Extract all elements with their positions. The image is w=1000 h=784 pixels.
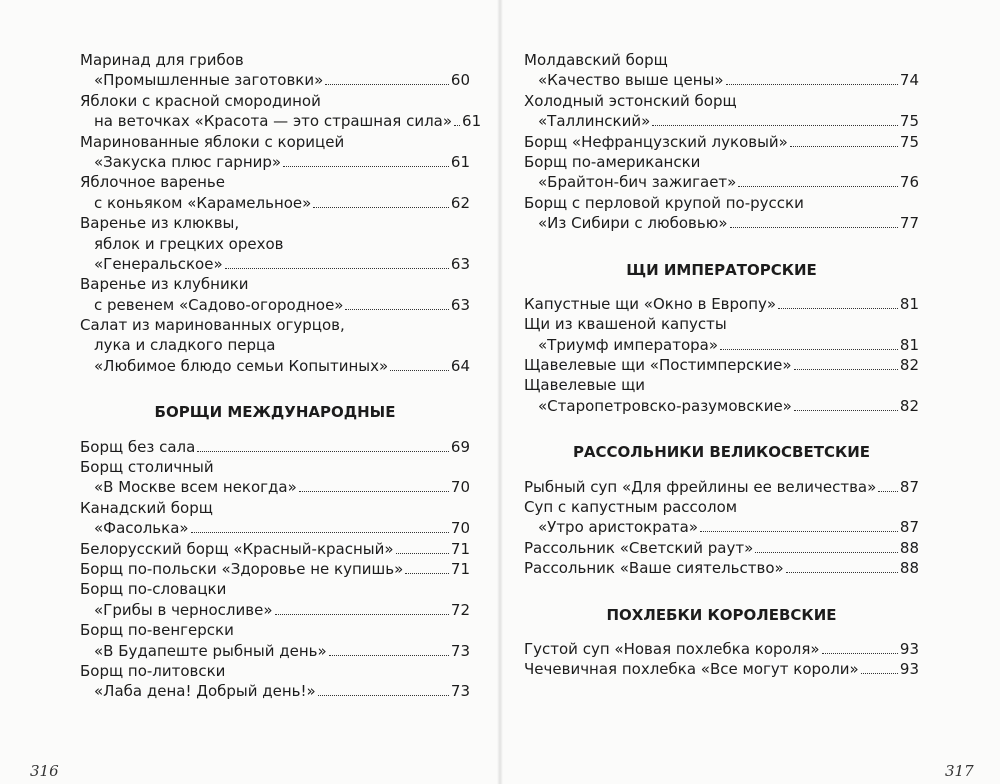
page-number-right: 317 <box>945 762 974 780</box>
toc-page-number: 82 <box>899 396 919 415</box>
toc-entry[interactable] <box>80 356 470 376</box>
book-spine <box>497 0 503 784</box>
toc-entry-title-line: Борщ по-литовски <box>80 661 226 680</box>
dot-leader <box>652 125 898 126</box>
dot-leader <box>197 451 449 452</box>
toc-entry-title-line: Щи из квашеной капусты <box>524 315 727 334</box>
toc-entry-title: Рыбный суп «Для фрейлины ее величества» <box>524 477 877 496</box>
dot-leader <box>822 653 898 654</box>
toc-page-number: 63 <box>450 295 470 314</box>
toc-entry-title-line: Борщ по-венгерски <box>80 621 234 640</box>
toc-entry-title-line: яблок и грецких орехов <box>94 234 284 253</box>
toc-entry-title: «Брайтон-бич зажигает» <box>538 173 737 192</box>
toc-entry[interactable] <box>80 254 470 274</box>
toc-entry-title: «Любимое блюдо семьи Копытиных» <box>94 356 389 375</box>
toc-entry-title-line: Борщ столичный <box>80 458 214 477</box>
toc-entry[interactable] <box>80 295 470 315</box>
toc-entry[interactable] <box>524 639 919 659</box>
toc-entry-title-line: Борщ с перловой крупой по-русски <box>524 193 804 212</box>
dot-leader <box>313 207 449 208</box>
pokhlebki-toc-list <box>524 639 919 680</box>
toc-entry-title-line: Щавелевые щи <box>524 376 646 395</box>
toc-entry[interactable] <box>524 517 919 537</box>
toc-entry-title-line: Яблоки с красной смородиной <box>80 91 321 110</box>
toc-entry-title: «Из Сибири с любовью» <box>538 214 728 233</box>
dot-leader <box>454 125 460 126</box>
toc-entry-title: «Таллинский» <box>538 112 651 131</box>
dot-leader <box>318 695 449 696</box>
toc-entry-title-line: Варенье из клюквы, <box>80 214 240 233</box>
dot-leader <box>225 268 449 269</box>
toc-page-number: 81 <box>899 335 919 354</box>
toc-entry-title: «Лаба дена! Добрый день!» <box>94 682 316 701</box>
dot-leader <box>794 369 898 370</box>
toc-entry-title: «Промышленные заготовки» <box>94 71 324 90</box>
toc-entry[interactable] <box>524 70 919 90</box>
dot-leader <box>786 572 898 573</box>
toc-entry[interactable] <box>80 559 470 579</box>
toc-entry-title: «Качество выше цены» <box>538 71 724 90</box>
dot-leader <box>700 531 898 532</box>
toc-entry[interactable] <box>524 172 919 192</box>
toc-entry-title: Густой суп «Новая похлебка короля» <box>524 639 820 658</box>
toc-page-number: 71 <box>450 539 470 558</box>
toc-entry-title-line: Яблочное варенье <box>80 173 225 192</box>
toc-page-number: 87 <box>899 518 919 537</box>
section-title-borshchi: БОРЩИ МЕЖДУНАРОДНЫЕ <box>154 403 396 422</box>
toc-entry[interactable] <box>524 111 919 131</box>
page-number-left: 316 <box>30 762 59 780</box>
toc-page-number: 82 <box>899 356 919 375</box>
section-title-shchi: ЩИ ИМПЕРАТОРСКИЕ <box>626 260 817 279</box>
toc-page-number: 77 <box>899 214 919 233</box>
toc-entry-title-line: Холодный эстонский борщ <box>524 91 737 110</box>
dot-leader <box>730 227 898 228</box>
toc-entry-title: Рассольник «Ваше сиятельство» <box>524 559 784 578</box>
dot-leader <box>790 146 898 147</box>
dot-leader <box>345 309 448 310</box>
shchi-toc-list <box>524 294 919 416</box>
toc-entry[interactable] <box>80 681 470 701</box>
toc-entry-title: Борщ «Нефранцузский луковый» <box>524 132 788 151</box>
dot-leader <box>861 673 898 674</box>
toc-entry[interactable] <box>524 355 919 375</box>
toc-page-number: 75 <box>899 112 919 131</box>
toc-page-number: 73 <box>450 682 470 701</box>
toc-entry-title: «Генеральское» <box>94 254 223 273</box>
rassolniki-toc-list <box>524 477 919 579</box>
toc-entry-title: «Триумф императора» <box>538 335 719 354</box>
section-title-pokhlebki: ПОХЛЕБКИ КОРОЛЕВСКИЕ <box>606 605 837 624</box>
right-page <box>524 50 919 680</box>
toc-entry[interactable] <box>524 558 919 578</box>
toc-page-number: 72 <box>450 600 470 619</box>
toc-entry-title: Борщ по-польски «Здоровье не купишь» <box>80 559 404 578</box>
left-toc-list <box>80 50 482 376</box>
toc-entry-title: «В Москве всем некогда» <box>94 478 297 497</box>
toc-entry-title: «Утро аристократа» <box>538 518 699 537</box>
dot-leader <box>878 491 898 492</box>
toc-page-number: 88 <box>899 538 919 557</box>
dot-leader <box>405 573 449 574</box>
dot-leader <box>275 614 449 615</box>
toc-page-number: 87 <box>899 477 919 496</box>
section-title-rassolniki: РАССОЛЬНИКИ ВЕЛИКОСВЕТСКИЕ <box>572 443 871 462</box>
toc-entry[interactable] <box>524 132 919 152</box>
toc-entry-title-line: Борщ по-американски <box>524 152 701 171</box>
dot-leader <box>390 370 449 371</box>
toc-entry[interactable] <box>524 477 919 497</box>
dot-leader <box>191 532 449 533</box>
toc-entry[interactable] <box>80 111 482 131</box>
toc-entry-title-line: Варенье из клубники <box>80 275 249 294</box>
toc-page-number: 81 <box>899 294 919 313</box>
toc-page-number: 63 <box>450 254 470 273</box>
toc-entry-title: «Грибы в черносливе» <box>94 600 273 619</box>
toc-entry-title-line: Маринованные яблоки с корицей <box>80 132 345 151</box>
toc-entry[interactable] <box>80 477 470 497</box>
toc-entry-title-line: Салат из маринованных огурцов, <box>80 316 345 335</box>
toc-entry[interactable] <box>524 213 919 233</box>
toc-page-number: 93 <box>899 660 919 679</box>
toc-page-number: 60 <box>450 71 470 90</box>
toc-entry[interactable] <box>524 659 919 679</box>
toc-page-number: 93 <box>899 639 919 658</box>
dot-leader <box>755 552 898 553</box>
toc-entry[interactable] <box>80 70 470 90</box>
toc-entry[interactable] <box>80 518 470 538</box>
toc-page-number: 70 <box>450 478 470 497</box>
toc-page-number: 75 <box>899 132 919 151</box>
toc-entry-title-line: Суп с капустным рассолом <box>524 498 738 517</box>
toc-entry-title: с коньяком «Карамельное» <box>94 193 312 212</box>
toc-entry[interactable] <box>80 193 470 213</box>
toc-page-number: 61 <box>462 112 482 131</box>
toc-entry[interactable] <box>524 538 919 558</box>
toc-page-number: 61 <box>450 152 470 171</box>
toc-entry-title: на веточках «Красота — это страшная сила» <box>94 112 453 131</box>
toc-page-number: 62 <box>450 193 470 212</box>
borshchi-toc-list <box>80 437 470 702</box>
dot-leader <box>283 166 449 167</box>
toc-page-number: 76 <box>899 173 919 192</box>
toc-entry[interactable] <box>524 396 919 416</box>
dot-leader <box>329 655 449 656</box>
right-toc-list <box>524 50 919 234</box>
dot-leader <box>726 84 898 85</box>
toc-entry-title: Рассольник «Светский раут» <box>524 538 754 557</box>
toc-page-number: 64 <box>450 356 470 375</box>
toc-entry-title: Чечевичная похлебка «Все могут короли» <box>524 660 859 679</box>
toc-entry-title-line: лука и сладкого перца <box>94 336 276 355</box>
toc-entry-title-line: Маринад для грибов <box>80 51 244 69</box>
left-page <box>80 50 482 702</box>
dot-leader <box>396 553 449 554</box>
dot-leader <box>794 410 898 411</box>
toc-entry-title-line: Канадский борщ <box>80 498 213 517</box>
toc-entry-title: Борщ без сала <box>80 437 196 456</box>
toc-entry-title: Белорусский борщ «Красный-красный» <box>80 539 394 558</box>
dot-leader <box>299 491 449 492</box>
toc-page-number: 70 <box>450 519 470 538</box>
dot-leader <box>720 349 898 350</box>
toc-entry[interactable] <box>524 335 919 355</box>
toc-entry-title: «Старопетровско-разумовские» <box>538 396 792 415</box>
toc-entry[interactable] <box>80 437 470 457</box>
toc-page-number: 74 <box>899 71 919 90</box>
toc-entry[interactable] <box>80 539 470 559</box>
toc-entry-title-line: Молдавский борщ <box>524 51 668 69</box>
dot-leader <box>325 84 449 85</box>
toc-entry-title-line: Борщ по-словацки <box>80 580 227 599</box>
toc-entry-title: «Закуска плюс гарнир» <box>94 152 282 171</box>
toc-entry[interactable] <box>80 641 470 661</box>
dot-leader <box>738 186 898 187</box>
toc-page-number: 71 <box>450 559 470 578</box>
toc-entry-title: «В Будапеште рыбный день» <box>94 641 327 660</box>
toc-entry-title: Капустные щи «Окно в Европу» <box>524 294 777 313</box>
dot-leader <box>778 308 898 309</box>
toc-entry[interactable] <box>80 152 470 172</box>
toc-entry[interactable] <box>524 294 919 314</box>
toc-entry[interactable] <box>80 600 470 620</box>
toc-entry-title: с ревенем «Садово-огородное» <box>94 295 344 314</box>
toc-entry-title: Щавелевые щи «Постимперские» <box>524 356 792 375</box>
toc-page-number: 88 <box>899 559 919 578</box>
toc-entry-title: «Фасолька» <box>94 519 189 538</box>
toc-page-number: 69 <box>450 437 470 456</box>
toc-page-number: 73 <box>450 641 470 660</box>
